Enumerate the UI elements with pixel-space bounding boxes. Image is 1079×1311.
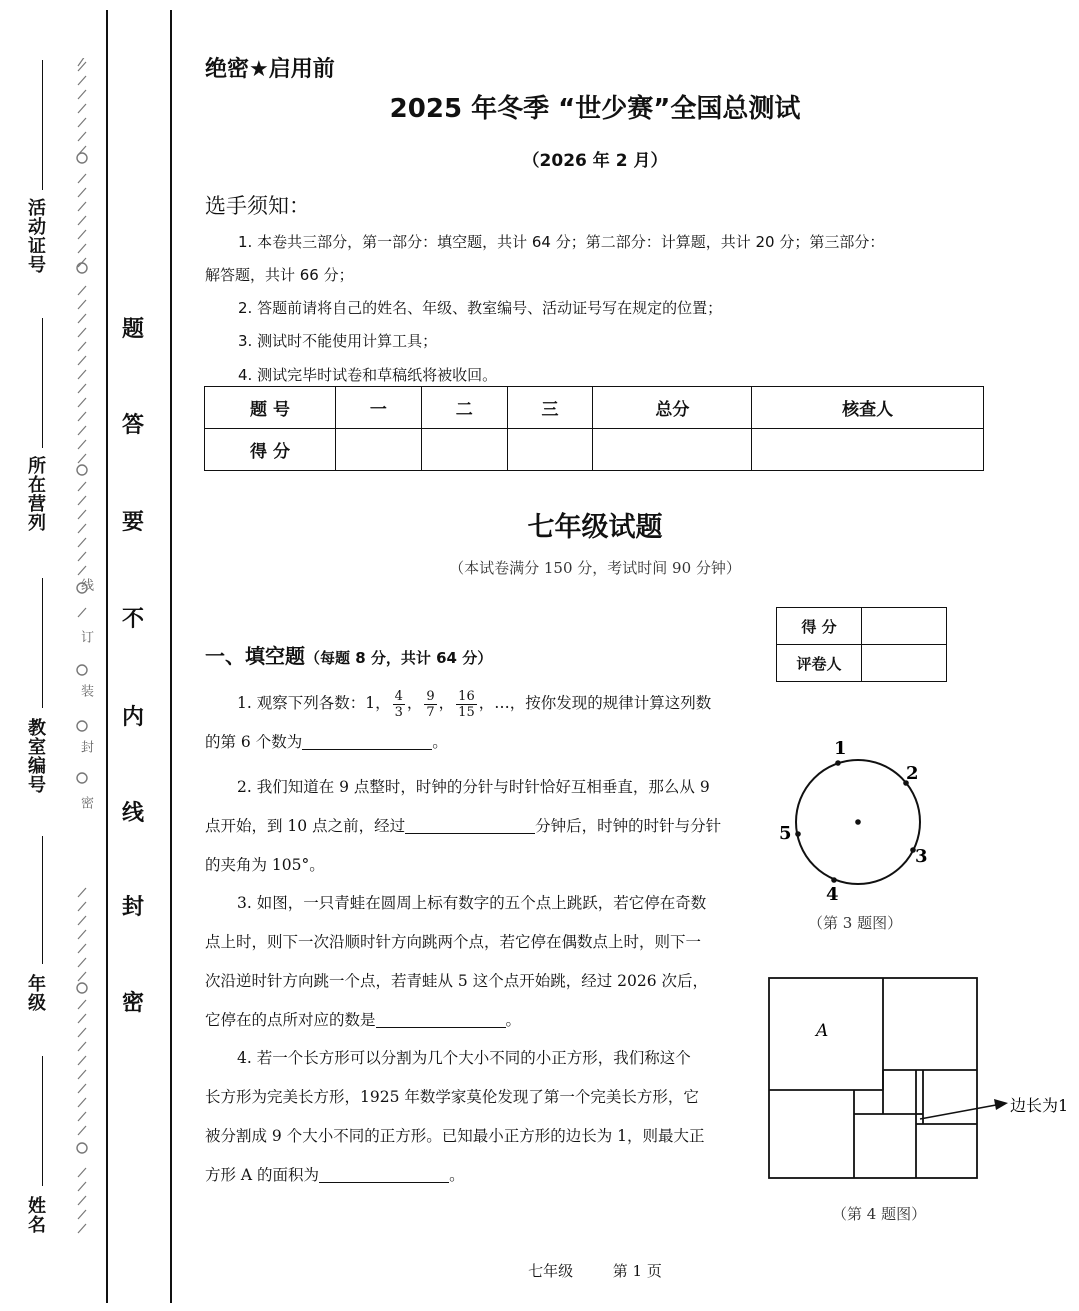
side-length-annotation: 边长为1: [1010, 1096, 1069, 1115]
section-heading: [205, 640, 492, 669]
numerator: 9: [426, 688, 435, 704]
numerator: 4: [394, 688, 403, 704]
question-1: [205, 684, 765, 762]
fraction-1: [393, 689, 405, 720]
score-cell-3[interactable]: [507, 429, 593, 471]
seal-dash-line: [72, 58, 92, 1238]
point-label-4: 4: [826, 884, 839, 905]
q4-line4: [205, 1156, 765, 1195]
grader-label: 评卷人: [777, 645, 862, 682]
q2-line3: 的夹角为 105°。: [205, 856, 325, 874]
figure-3-circle: [770, 730, 950, 910]
q4-end: 。: [449, 1166, 465, 1184]
question-4: [205, 1039, 765, 1195]
q3-line1: 3. 如图，一只青蛙在圆周上标有数字的五个点上跳跃，若它停在奇数: [237, 894, 707, 912]
figure-4-caption: （第 4 题图）: [832, 1205, 927, 1223]
q3-line2: 点上时，则下一次沿顺时针方向跳两个点，若它停在偶数点上时，则下一: [205, 933, 702, 951]
exam-date: （2026 年 2 月）: [522, 151, 668, 171]
label-activity-id: 活动证号: [25, 198, 46, 274]
score-cell-checker[interactable]: [752, 429, 984, 471]
grader-value-cell[interactable]: [862, 645, 947, 682]
dash-word-xian: 线: [78, 578, 93, 591]
label-grade: 年级: [25, 974, 46, 1012]
header-cell: 总分: [593, 387, 752, 429]
numerator: 16: [458, 688, 475, 704]
page-footer: [200, 1260, 990, 1281]
q3-line4-text: 它停在的点所对应的数是: [205, 1011, 376, 1029]
header-cell: 一: [336, 387, 422, 429]
page-title: 2025 年冬季 “世少赛”全国总测试: [389, 94, 801, 124]
score-cell-2[interactable]: [421, 429, 507, 471]
notice-item-1: 1. 本卷共三部分，第一部分：填空题，共计 64 分；第二部分：计算题，共计 20 分；第三部分：: [238, 233, 885, 251]
fraction-3: [456, 689, 477, 720]
q2-line2a: 点开始，到 10 点之前，经过: [205, 817, 406, 835]
score-cell-total[interactable]: [593, 429, 752, 471]
q1-line2-text: 的第 6 个数为: [205, 733, 303, 751]
dash-word-feng: 封: [78, 740, 93, 753]
seal-word-6: 要: [122, 510, 145, 535]
q2-answer-blank[interactable]: [405, 818, 535, 835]
camp-blank[interactable]: [42, 318, 43, 448]
figure-4-rectangle: [760, 972, 1079, 1187]
table-row: [205, 387, 984, 429]
notice-heading: 选手须知：: [205, 194, 310, 218]
notice-item-3: 3. 测试时不能使用计算工具；: [238, 332, 438, 350]
dash-word-mi: 密: [78, 796, 93, 809]
question-3: [205, 884, 765, 1040]
q4-answer-blank[interactable]: [319, 1167, 449, 1184]
point-label-1: 1: [834, 738, 847, 759]
q2-line2b: 分钟后，时钟的时针与分针: [535, 817, 722, 835]
q1-end: 。: [432, 733, 448, 751]
header-cell: 三: [507, 387, 593, 429]
notice-item-1-cont: 解答题，共计 66 分；: [205, 266, 354, 284]
section-note: （每题 8 分，共计 64 分）: [305, 649, 493, 667]
denominator: 3: [394, 704, 403, 720]
footer-grade: 七年级: [528, 1262, 574, 1280]
seal-word-7: 答: [122, 413, 145, 438]
label-camp: 所在营列: [25, 456, 46, 532]
notice-item-2: 2. 答题前请将自己的姓名、年级、教室编号、活动证号写在规定的位置；: [238, 299, 723, 317]
label-name: 姓名: [25, 1196, 46, 1234]
dash-word-ding: 订: [78, 630, 93, 643]
q3-line3: 次沿逆时针方向跳一个点，若青蛙从 5 这个点开始跳，经过 2026 次后，: [205, 972, 709, 990]
seal-word-1: 密: [122, 991, 145, 1016]
grader-box: [776, 607, 947, 682]
dash-word-zhuang: 装: [78, 684, 93, 697]
section-title: 一、填空题: [205, 644, 305, 668]
header-cell: 核查人: [752, 387, 984, 429]
score-table: [204, 386, 984, 471]
seal-word-8: 题: [122, 317, 145, 342]
q3-answer-blank[interactable]: [376, 1012, 506, 1029]
denominator: 15: [458, 704, 475, 720]
q1-pre: 1. 观察下列各数：1，: [237, 694, 391, 712]
point-label-3: 3: [915, 846, 928, 867]
q2-line2: [205, 807, 765, 846]
score-label: 得 分: [777, 608, 862, 645]
point-label-5: 5: [779, 823, 792, 844]
table-row: [205, 429, 984, 471]
header-cell: 二: [421, 387, 507, 429]
q1-line2: [205, 723, 765, 762]
square-a-label: A: [816, 1021, 829, 1041]
seal-word-4: 内: [122, 705, 145, 730]
point-label-2: 2: [906, 763, 919, 784]
name-blank[interactable]: [42, 1056, 43, 1186]
binding-line-inner: [106, 10, 108, 1303]
q3-line4: [205, 1001, 765, 1040]
q2-line1: 2. 我们知道在 9 点整时，时钟的分针与时针恰好互相垂直，那么从 9: [237, 778, 710, 796]
header-cell: 题 号: [205, 387, 336, 429]
label-classroom-id: 教室编号: [25, 718, 46, 794]
subject-note: （本试卷满分 150 分，考试时间 90 分钟）: [449, 559, 741, 577]
fraction-2: [424, 689, 436, 720]
q4-line2: 长方形为完美长方形，1925 年数学家莫伦发现了第一个完美长方形，它: [205, 1088, 699, 1106]
q1-post: ，…，按你发现的规律计算这列数: [478, 694, 712, 712]
grade-blank[interactable]: [42, 836, 43, 964]
q4-line1: 4. 若一个长方形可以分割为几个大小不同的小正方形，我们称这个: [237, 1049, 691, 1067]
q1-line1: 1. 观察下列各数：1， $\frac{4}{3}$ ， $\frac{9}{7}$ ， $\frac{16}{15}$ ，…，按你发现的规律计算这列数: [237, 688, 712, 720]
q4-line4-text: 方形 A 的面积为: [205, 1166, 320, 1184]
notice-item-4: 4. 测试完毕时试卷和草稿纸将被收回。: [238, 366, 498, 384]
q3-end: 。: [505, 1011, 522, 1029]
q4-line3: 被分割成 9 个大小不同的正方形。已知最小正方形的边长为 1，则最大正: [205, 1127, 705, 1145]
seal-word-2: 封: [122, 895, 145, 920]
score-cell-1[interactable]: [336, 429, 422, 471]
secret-label: 绝密★启用前: [205, 57, 335, 82]
footer-page-number: 第 1 页: [612, 1262, 662, 1280]
figure-3-caption: （第 3 题图）: [808, 914, 903, 932]
activity-id-blank[interactable]: [42, 60, 43, 190]
score-value-cell[interactable]: [862, 608, 947, 645]
row-label: 得 分: [205, 429, 336, 471]
seal-word-5: 不: [122, 607, 145, 632]
question-2: [205, 768, 765, 885]
subject-title: 七年级试题: [527, 512, 663, 543]
seal-word-3: 线: [122, 801, 145, 826]
denominator: 7: [426, 704, 435, 720]
classroom-id-blank[interactable]: [42, 578, 43, 708]
binding-line-outer: [170, 10, 172, 1303]
q1-answer-blank[interactable]: [302, 734, 432, 751]
